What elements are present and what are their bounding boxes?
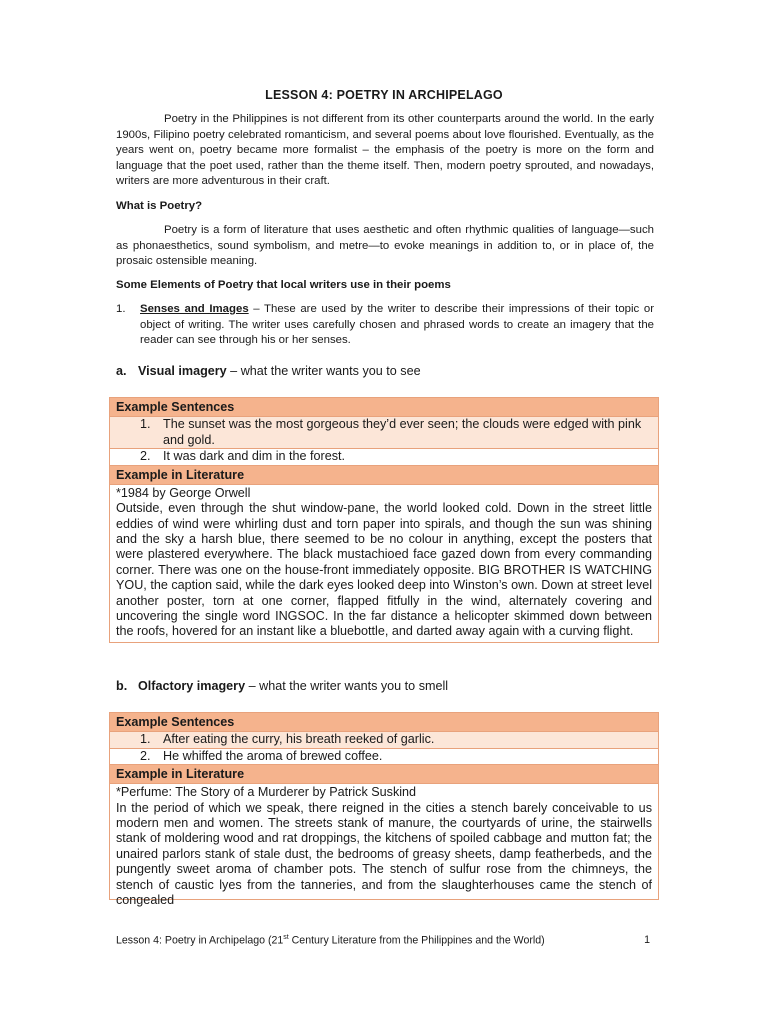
olfactory-term: Olfactory imagery — [138, 679, 246, 693]
olfactory-sentence-row — [110, 732, 658, 749]
elements-heading: Some Elements of Poetry that local writers use in their poems — [116, 279, 451, 291]
item-text: – These are used by the writer to describe their impressions of their topic or object of writing. The writer uses carefully chosen and phrased words to create an imagery that the reader can see through his or her senses. — [140, 303, 654, 347]
item-number: 1. — [116, 303, 126, 315]
olfactory-sentences-header: Example Sentences — [110, 713, 658, 732]
sentence-text: He whiffed the aroma of brewed coffee. — [163, 748, 383, 763]
sentence-number: 1. — [140, 732, 151, 746]
sentence-number: 2. — [140, 449, 151, 464]
sentence-text: After eating the curry, his breath reeked of garlic. — [163, 732, 435, 746]
visual-literature-excerpt — [110, 485, 658, 642]
sentence-text: It was dark and dim in the forest. — [163, 449, 345, 464]
visual-desc: – what the writer wants you to see — [226, 364, 421, 378]
olfactory-literature-header: Example in Literature — [110, 765, 658, 784]
what-is-poetry-heading: What is Poetry? — [116, 200, 203, 212]
olfactory-example-box — [109, 712, 659, 908]
footer-text-before: Lesson 4: Poetry in Archipelago (21 — [116, 934, 284, 947]
visual-letter: a. — [116, 364, 127, 378]
literature-text: Outside, even through the shut window-pane, the world looked cold. Down in the street little eddies of wind were whirling dust and torn paper into spirals, and though the sun was shining and the sky a harsh blue, there seemed to be no colour in anything, except the posters that were plastered everywhere. The black mustachioed face gazed down from every commanding corner. There was one on the house-front immediately opposite. BIG BROTHER IS WATCHING YOU, the caption said, while the dark eyes looked deep into Winston’s own. Down at street level another poster, torn at one corner, flapped fitfully in the wind, alternately covering and uncovering the single word INGSOC. In the far distance a helicopter skimmed down between the roofs, hovered for an instant like a bluebottle, and darted away again with a curving flight. — [116, 501, 652, 639]
item-body — [140, 302, 654, 349]
sentence-text: The sunset was the most gorgeous they’d ever seen; the clouds were edged with pink and gold. — [163, 417, 642, 447]
literature-source: *1984 by George Orwell — [116, 485, 251, 500]
page-footer — [116, 934, 654, 947]
literature-text: In the period of which we speak, there reigned in the cities a stench barely conceivable to us modern men and women. The streets stank of manure, the courtyards of urine, the stairwells stank of moldering wood and rat droppings, the kitchens of spoiled cabbage and mutton fat; the unaired parlors stank of stale dust, the bedrooms of greasy sheets, damp featherbeds, and the pungently sweet aroma of chamber pots. The stench of sulfur rose from the chimneys, the stench of caustic lyes from the tanneries, and from the slaughterhouses came the stench of congealed — [116, 800, 652, 908]
what-is-poetry-paragraph: Poetry is a form of literature that uses aesthetic and often rhythmic qualities of language—such as phonaesthetics, sound symbolism, and metre—to evoke meanings in addition to, or in place of, the prosaic ostensible meaning. — [116, 224, 654, 268]
visual-sentence-row — [110, 417, 658, 449]
visual-imagery-heading — [116, 364, 421, 378]
olfactory-literature-excerpt — [110, 784, 658, 910]
visual-sentences-header: Example Sentences — [110, 398, 658, 417]
sentence-number: 2. — [140, 748, 151, 763]
item-term: Senses and Images — [140, 303, 249, 315]
visual-literature-header: Example in Literature — [110, 466, 658, 485]
olfactory-imagery-heading — [116, 679, 448, 693]
element-item-senses — [116, 302, 654, 349]
visual-example-box — [109, 397, 659, 643]
literature-source: *Perfume: The Story of a Murderer by Patrick Suskind — [116, 785, 417, 800]
olfactory-desc: – what the writer wants you to smell — [245, 679, 449, 693]
sentence-number: 1. — [140, 417, 151, 431]
olfactory-sentence-row — [110, 749, 658, 766]
page-number: 1 — [644, 934, 650, 946]
olfactory-letter: b. — [116, 679, 128, 693]
visual-sentence-row — [110, 449, 658, 466]
visual-term: Visual imagery — [138, 364, 227, 378]
footer-superscript: st — [283, 934, 289, 941]
intro-paragraph: Poetry in the Philippines is not different from its other counterparts around the world. In the early 1900s, Filipino poetry celebrated romanticism, and several poems about love flourished. Eventually, as the years went on, poetry became more formalist – the emphasis of the poetry is more on the form and language that the poet used, rather than the theme itself. Then, modern poetry sprouted, and nowadays, writers are more adventurous in their craft. — [116, 113, 654, 188]
footer-text-after: Century Literature from the Philippines and the World) — [288, 934, 545, 947]
lesson-title: LESSON 4: POETRY IN ARCHIPELAGO — [265, 88, 503, 102]
